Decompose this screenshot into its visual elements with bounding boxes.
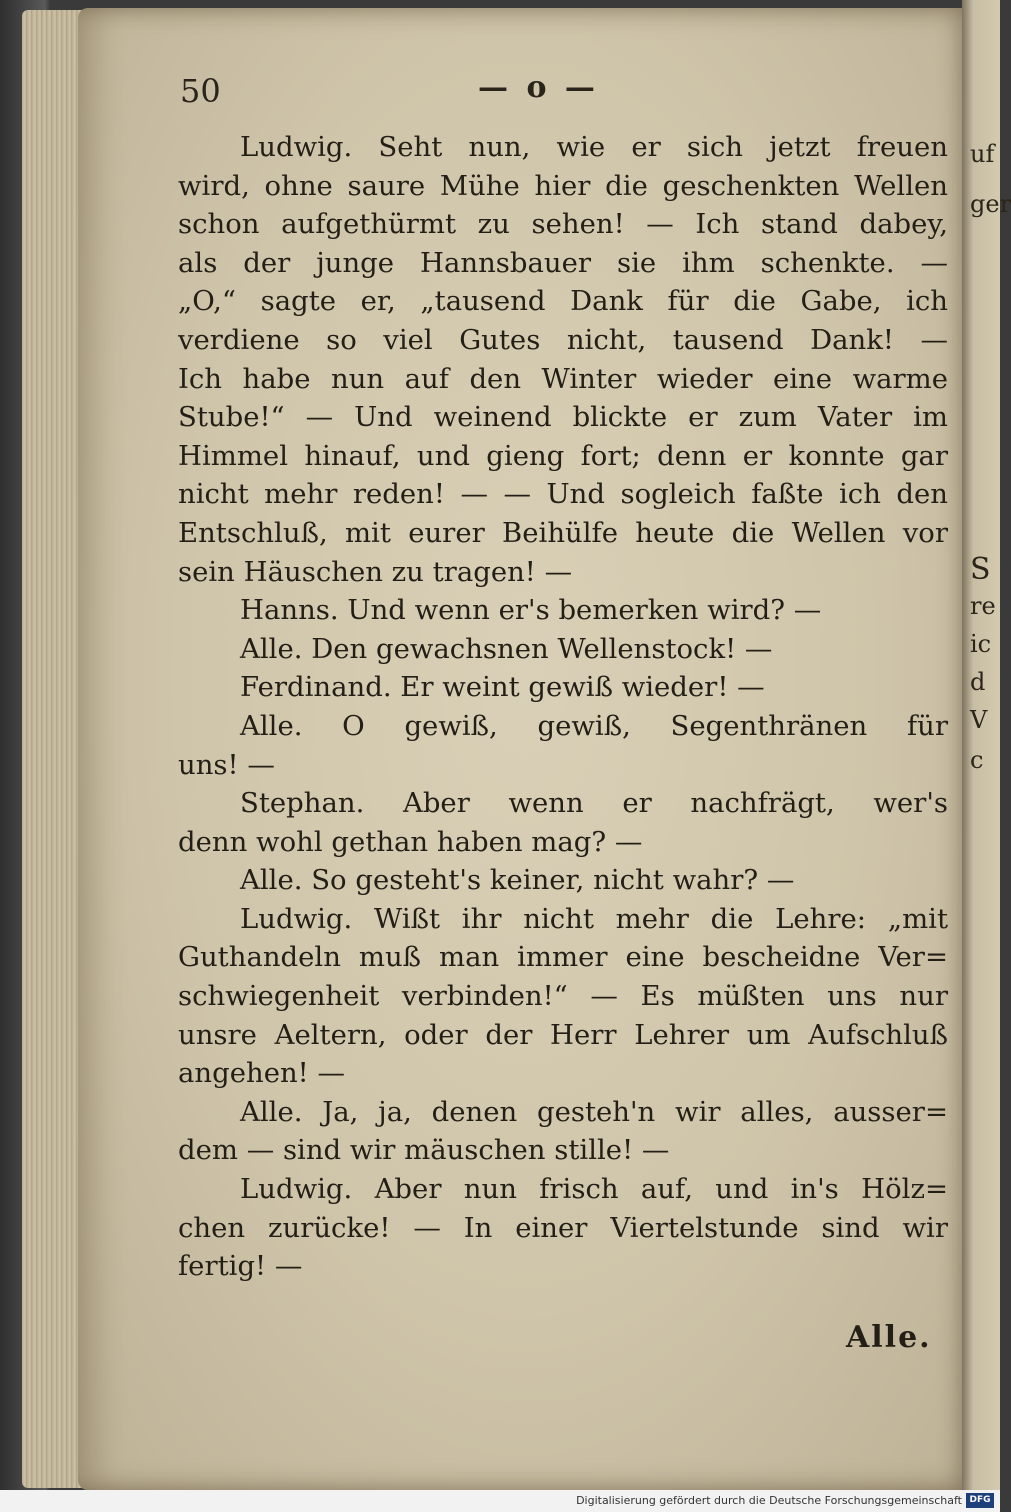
text-line: Hanns. Und wenn er's bemerken wird? — (240, 594, 822, 627)
text-line: Alle. O gewiß, gewiß, Segenthränen für (240, 709, 948, 742)
adjacent-page-fragment: ic (970, 630, 992, 658)
text-line: Guthandeln muß man immer eine bescheidne Ver= (178, 941, 948, 974)
text-line: Ludwig. Wißt ihr nicht mehr die Lehre: „mit (240, 902, 948, 935)
text-line: unsre Aeltern, oder der Herr Lehrer um Aufschluß (178, 1018, 948, 1051)
text-line: Alle. So gesteht's keiner, nicht wahr? — (240, 864, 795, 897)
adjacent-page-fragment: re (970, 592, 996, 620)
text-line: Stephan. Aber wenn er nachfrägt, wer's (240, 787, 948, 820)
text-line: Alle. Den gewachsnen Wellenstock! — (240, 632, 773, 665)
catchword: Alle. (846, 1320, 932, 1355)
adjacent-page-fragment: ger (970, 190, 1011, 218)
page-body-text (178, 128, 948, 1286)
adjacent-page-fragment: V (970, 706, 988, 734)
header-ornament: — o — (478, 70, 599, 105)
text-line: Ludwig. Aber nun frisch auf, und in's Hölz= (240, 1173, 948, 1206)
adjacent-page-fragment: d (970, 668, 986, 696)
digitization-footer (0, 1490, 1000, 1512)
text-line: dem — sind wir mäuschen stille! — (178, 1134, 670, 1167)
text-line: Alle. Ja, ja, denen gesteh'n wir alles, ausser= (240, 1095, 948, 1128)
text-line: chen zurücke! — In einer Viertelstunde sind wir (178, 1211, 948, 1244)
text-line: nicht mehr reden! — — Und sogleich faßte ich den (178, 478, 948, 511)
text-line: fertig! — (178, 1250, 303, 1283)
text-line: Ludwig. Seht nun, wie er sich jetzt freuen (240, 131, 948, 163)
text-line: schwiegenheit verbinden!“ — Es müßten uns nur (178, 980, 948, 1013)
text-line: verdiene so viel Gutes nicht, tausend Dank! — (178, 323, 948, 356)
adjacent-page-fragment: c (970, 746, 984, 774)
adjacent-page-strip (962, 0, 1011, 1492)
text-line: Ich habe nun auf den Winter wieder eine warme (178, 362, 948, 395)
adjacent-page-fragment: S (970, 552, 991, 587)
text-line: schon aufgethürmt zu sehen! — Ich stand dabey, (178, 208, 948, 241)
footer-credit: Digitalisierung gefördert durch die Deutsche Forschungsgemeinschaft (576, 1494, 962, 1507)
page-number: 50 (180, 72, 221, 110)
text-line: sein Häuschen zu tragen! — (178, 555, 573, 588)
text-line: Entschluß, mit eurer Beihülfe heute die Wellen vor (178, 516, 948, 549)
text-line: Stube!“ — Und weinend blickte er zum Vater im (178, 401, 948, 434)
text-line: uns! — (178, 748, 275, 781)
text-line: als der junge Hannsbauer sie ihm schenkte. — (178, 246, 948, 279)
text-line: angehen! — (178, 1057, 345, 1090)
dfg-logo-icon: DFG (966, 1493, 994, 1508)
adjacent-page-fragment: uf (970, 140, 995, 168)
text-line: wird, ohne saure Mühe hier die geschenkten Wellen (178, 169, 948, 202)
text-line: Ferdinand. Er weint gewiß wieder! — (240, 671, 765, 704)
text-line: Himmel hinauf, und gieng fort; denn er konnte gar (178, 439, 948, 472)
text-line: denn wohl gethan haben mag? — (178, 825, 643, 858)
text-line: „O,“ sagte er, „tausend Dank für die Gabe, ich (178, 285, 948, 318)
